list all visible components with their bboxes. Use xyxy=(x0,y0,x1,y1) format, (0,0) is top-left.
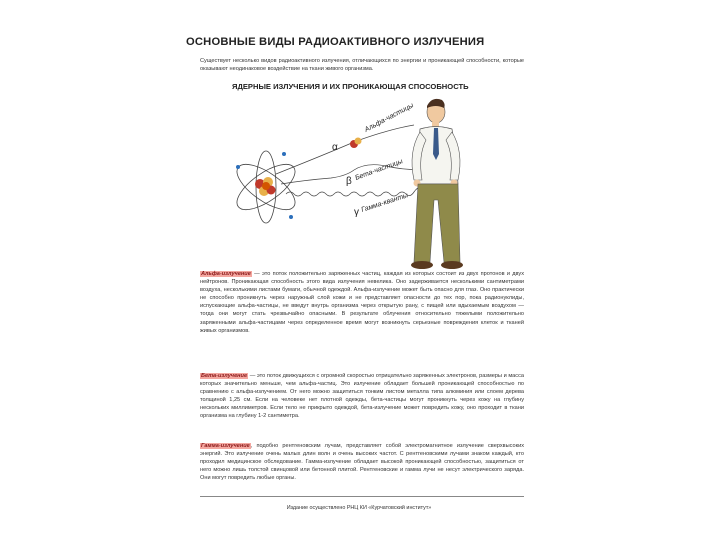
beta-symbol: β xyxy=(346,176,352,187)
gamma-paragraph xyxy=(200,442,524,482)
alpha-symbol: α xyxy=(332,142,338,153)
gamma-ray-path xyxy=(286,184,430,218)
gamma-text: , подобно рентгеновским лучам, представляет собой электромагнитное излучение сверхвысоких энергий. Это излучение очень малых длин волн и очень высоких частот. С рентгеновскими лучами знаком каждый, кто проходил медицинское обследование. Гамма-излучение обладает высокой проникающей способностью, защититься от него можно лишь толстой свинцовой или бетонной плитой. Рентгеновские и гамма лучи не несут электрического заряда. Они могут повредить любые органы. xyxy=(200,443,524,482)
intro-paragraph: Существует несколько видов радиоактивного излучения, отличающихся по энергии и проникающей способности, которые оказывают неодинаковое воздействие на ткани живого организма. xyxy=(200,58,524,72)
beta-term: Бета-излучение xyxy=(201,373,248,379)
beta-paragraph xyxy=(200,372,524,421)
alpha-label: Альфа-частицы xyxy=(363,102,415,134)
beta-label: Бета-частицы xyxy=(354,158,404,182)
alpha-text: — это поток положительно заряженных частиц, каждая из которых состоит из двух протонов и двух нейтронов. Проникающая способность этого вида излучения невелика. Оно задерживается несколькими сантиметрами воздуха, несколькими листами бумаги, обычной одеждой. Альфа-излучение может быть опасно для глаз. Оно практически не способно проникнуть через наружный слой кожи и не представляет опасности до тех пор, пока радионуклиды, испускающие альфа-частицы, не введут внутрь организма через открытую рану, с пищей или вдыхаемым воздухом — тогда они могут стать чрезвычайно опасными. В результате облучения относительно тяжелыми положительно заряженными альфа-частицами через определенное время могут возникнуть серьезные повреждения клеток и тканей живых организмов. xyxy=(200,271,524,334)
alpha-term: Альфа-излучение xyxy=(201,271,251,277)
gamma-term: Гамма-излучение xyxy=(201,443,250,449)
radiation-illustration xyxy=(236,92,526,277)
page-footer: Издание осуществлено РНЦ КИ «Курчатовский институт» xyxy=(286,505,432,511)
man-figure xyxy=(411,99,463,269)
alpha-paragraph xyxy=(200,270,524,335)
beta-text: — это поток движущихся с огромной скоростью отрицательно заряженных электронов, размеры и масса которых значительно меньше, чем альфа-частиц. Это излучение обладает большей проникающей способностью по сравнению с альфа-излучением. От него можно защититься тонким листом металла типа алюминия или слоем дерева толщиной 1,25 см. Если на человеке нет плотной одежды, бета-частицы могут проникнуть через кожу на глубину нескольких миллиметров. Если тело не прикрыто одеждой, бета-излучение может повредить кожу, оно проходит в ткани организма на глубину 1-2 сантиметра. xyxy=(200,373,524,420)
footer-divider xyxy=(200,496,524,497)
figure-title: ЯДЕРНЫЕ ИЗЛУЧЕНИЯ И ИХ ПРОНИКАЮЩАЯ СПОСОБНОСТЬ xyxy=(232,82,469,91)
atom-icon xyxy=(236,151,302,223)
document-page xyxy=(186,22,532,522)
gamma-label: Гамма-кванты xyxy=(360,192,410,214)
gamma-symbol: γ xyxy=(354,207,359,218)
page-title: ОСНОВНЫЕ ВИДЫ РАДИОАКТИВНОГО ИЗЛУЧЕНИЯ xyxy=(186,36,485,48)
